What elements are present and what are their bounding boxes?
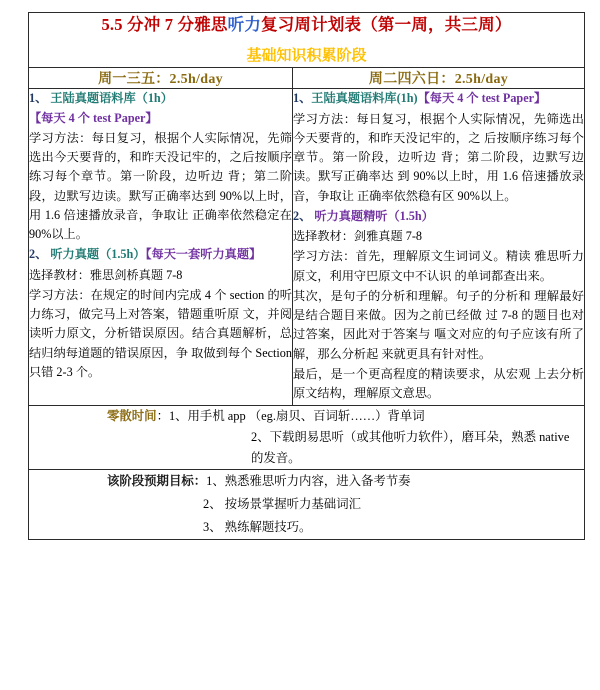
left-column-content	[29, 89, 292, 382]
right-item2-body-2: 其次，是句子的分析和理解。句子的分析和 理解最好是结合题目来做。因为之前已经做 过 7-8 的题目也对过答案，因此对于答案与 嘔文对应的句子应该有所了解，那么分析起 来就更具有针对性。	[293, 288, 584, 361]
right-column-content	[293, 89, 584, 403]
spare-time-row	[29, 405, 585, 470]
spare-time-lead: 零散时间	[107, 408, 157, 423]
sub-title: 基础知识积累阶段	[246, 47, 367, 64]
left-item1-heading	[29, 89, 292, 128]
title-row	[29, 13, 585, 68]
left-item2-body-1: 学习方法：在规定的时间内完成 4 个 section 的听力练习，做完马上对答案，错题重听原 文，并阅读听力原文，分析错误原因。结合真题解析，总结归纳每道题的错误原因，争 取做到每个 Section 只错 2-3 个。	[29, 287, 292, 379]
header-cell-left	[29, 68, 293, 89]
right-item1-heading	[293, 89, 584, 108]
schedule-header-row	[29, 68, 585, 89]
right-item1-name: 王陆真题语料库(1h)	[311, 91, 418, 106]
main-title	[29, 13, 584, 38]
right-item1-body-0: 学习方法：每日复习，根据个人实际情况，先筛选出今天要背的，和昨天没记牢的，之 后按顺序练习每个章节。第一阶段，边听边 背；第二阶段，边默写边读。默写正确率达 到 90%以上时，用 1.6 倍速播放录音，争取让 正确率依然稳有区 90%以上。	[293, 111, 584, 203]
left-item2-body-0: 选择教材：雅思剑桥真题 7-8	[29, 267, 183, 282]
left-item2-number: 2、	[29, 247, 48, 262]
goals-lead: 该阶段预期目标：	[107, 474, 207, 489]
right-item1-bracket: 【每天 4 个 test Paper】	[417, 91, 547, 106]
goals-cell	[29, 470, 585, 540]
right-item2-body-0: 选择教材：剑雅真题 7-8	[293, 229, 422, 244]
spare-time-line-2: 2、下载朗易思听（或其他听力软件），磨耳朵，熟悉 native 的发音。	[251, 429, 570, 466]
left-item1-number: 1、	[29, 91, 48, 106]
header-cell-right	[293, 68, 585, 89]
main-title-highlight: 听力	[227, 15, 262, 34]
content-cell-right	[293, 89, 585, 405]
goals-line-2: 2、 按场景掌握听力基础词汇	[203, 497, 361, 512]
right-item1-number: 1、	[293, 91, 312, 106]
content-cell-left	[29, 89, 293, 405]
header-label-mon-wed-fri: 周一三五：2.5h/day	[98, 72, 223, 88]
schedule-content-row	[29, 89, 585, 405]
header-label-tue-thu-sat-sun: 周二四六日：2.5h/day	[368, 72, 509, 88]
spare-time-cell	[29, 405, 585, 470]
left-item2-heading	[29, 245, 292, 264]
right-item2-name: 听力真题精听（1.5h）	[311, 208, 434, 223]
right-item2-heading	[293, 207, 584, 226]
right-item2-body-1: 学习方法：首先，理解原文生词词义。精读 雅思听力原文，利用守巴原文中不认识 的单词都查出来。	[293, 249, 584, 283]
main-title-part2: 复习周计划表（第一周，共三周）	[261, 15, 512, 34]
main-title-part1: 5.5 分冲 7 分雅思	[101, 15, 228, 34]
weekly-plan-table	[28, 12, 585, 540]
title-cell	[29, 13, 585, 68]
left-item1-name: 王陆真题语料库（1h）	[47, 91, 173, 106]
right-item2-number: 2、	[293, 208, 312, 223]
left-item1-body-0: 学习方法：每日复习，根据个人实际情况，先筛选出今天要背的，和昨天没记牢的，之后按顺序练习每个章节。第一阶段，边听边 背；第二阶段，边默写边读。默写正确率达到 90%以上时，用 1.6 倍速播放录音，争取让 正确率依然稳定在 90%以上。	[29, 130, 292, 242]
spare-time-line-1: 1、用手机 app （eg.扇贝、百词斩……）背单词	[168, 408, 425, 423]
goals-block	[107, 470, 584, 539]
left-item2-name: 听力真题（1.5h）	[47, 247, 146, 262]
goals-line-1: 1、熟悉雅思听力内容，进入备考节奏	[206, 474, 411, 489]
spare-time-colon: ：	[156, 408, 169, 423]
right-item2-body-3: 最后，是一个更高程度的精读要求，从宏观 上去分析原文结构，理解原文意思。	[293, 366, 584, 401]
goals-line-3: 3、 熟练解题技巧。	[203, 520, 312, 535]
goals-row	[29, 470, 585, 540]
left-item2-bracket: 【每天一套听力真题】	[145, 247, 262, 262]
left-item1-bracket: 【每天 4 个 test Paper】	[29, 110, 158, 125]
spare-time-block	[107, 406, 584, 470]
